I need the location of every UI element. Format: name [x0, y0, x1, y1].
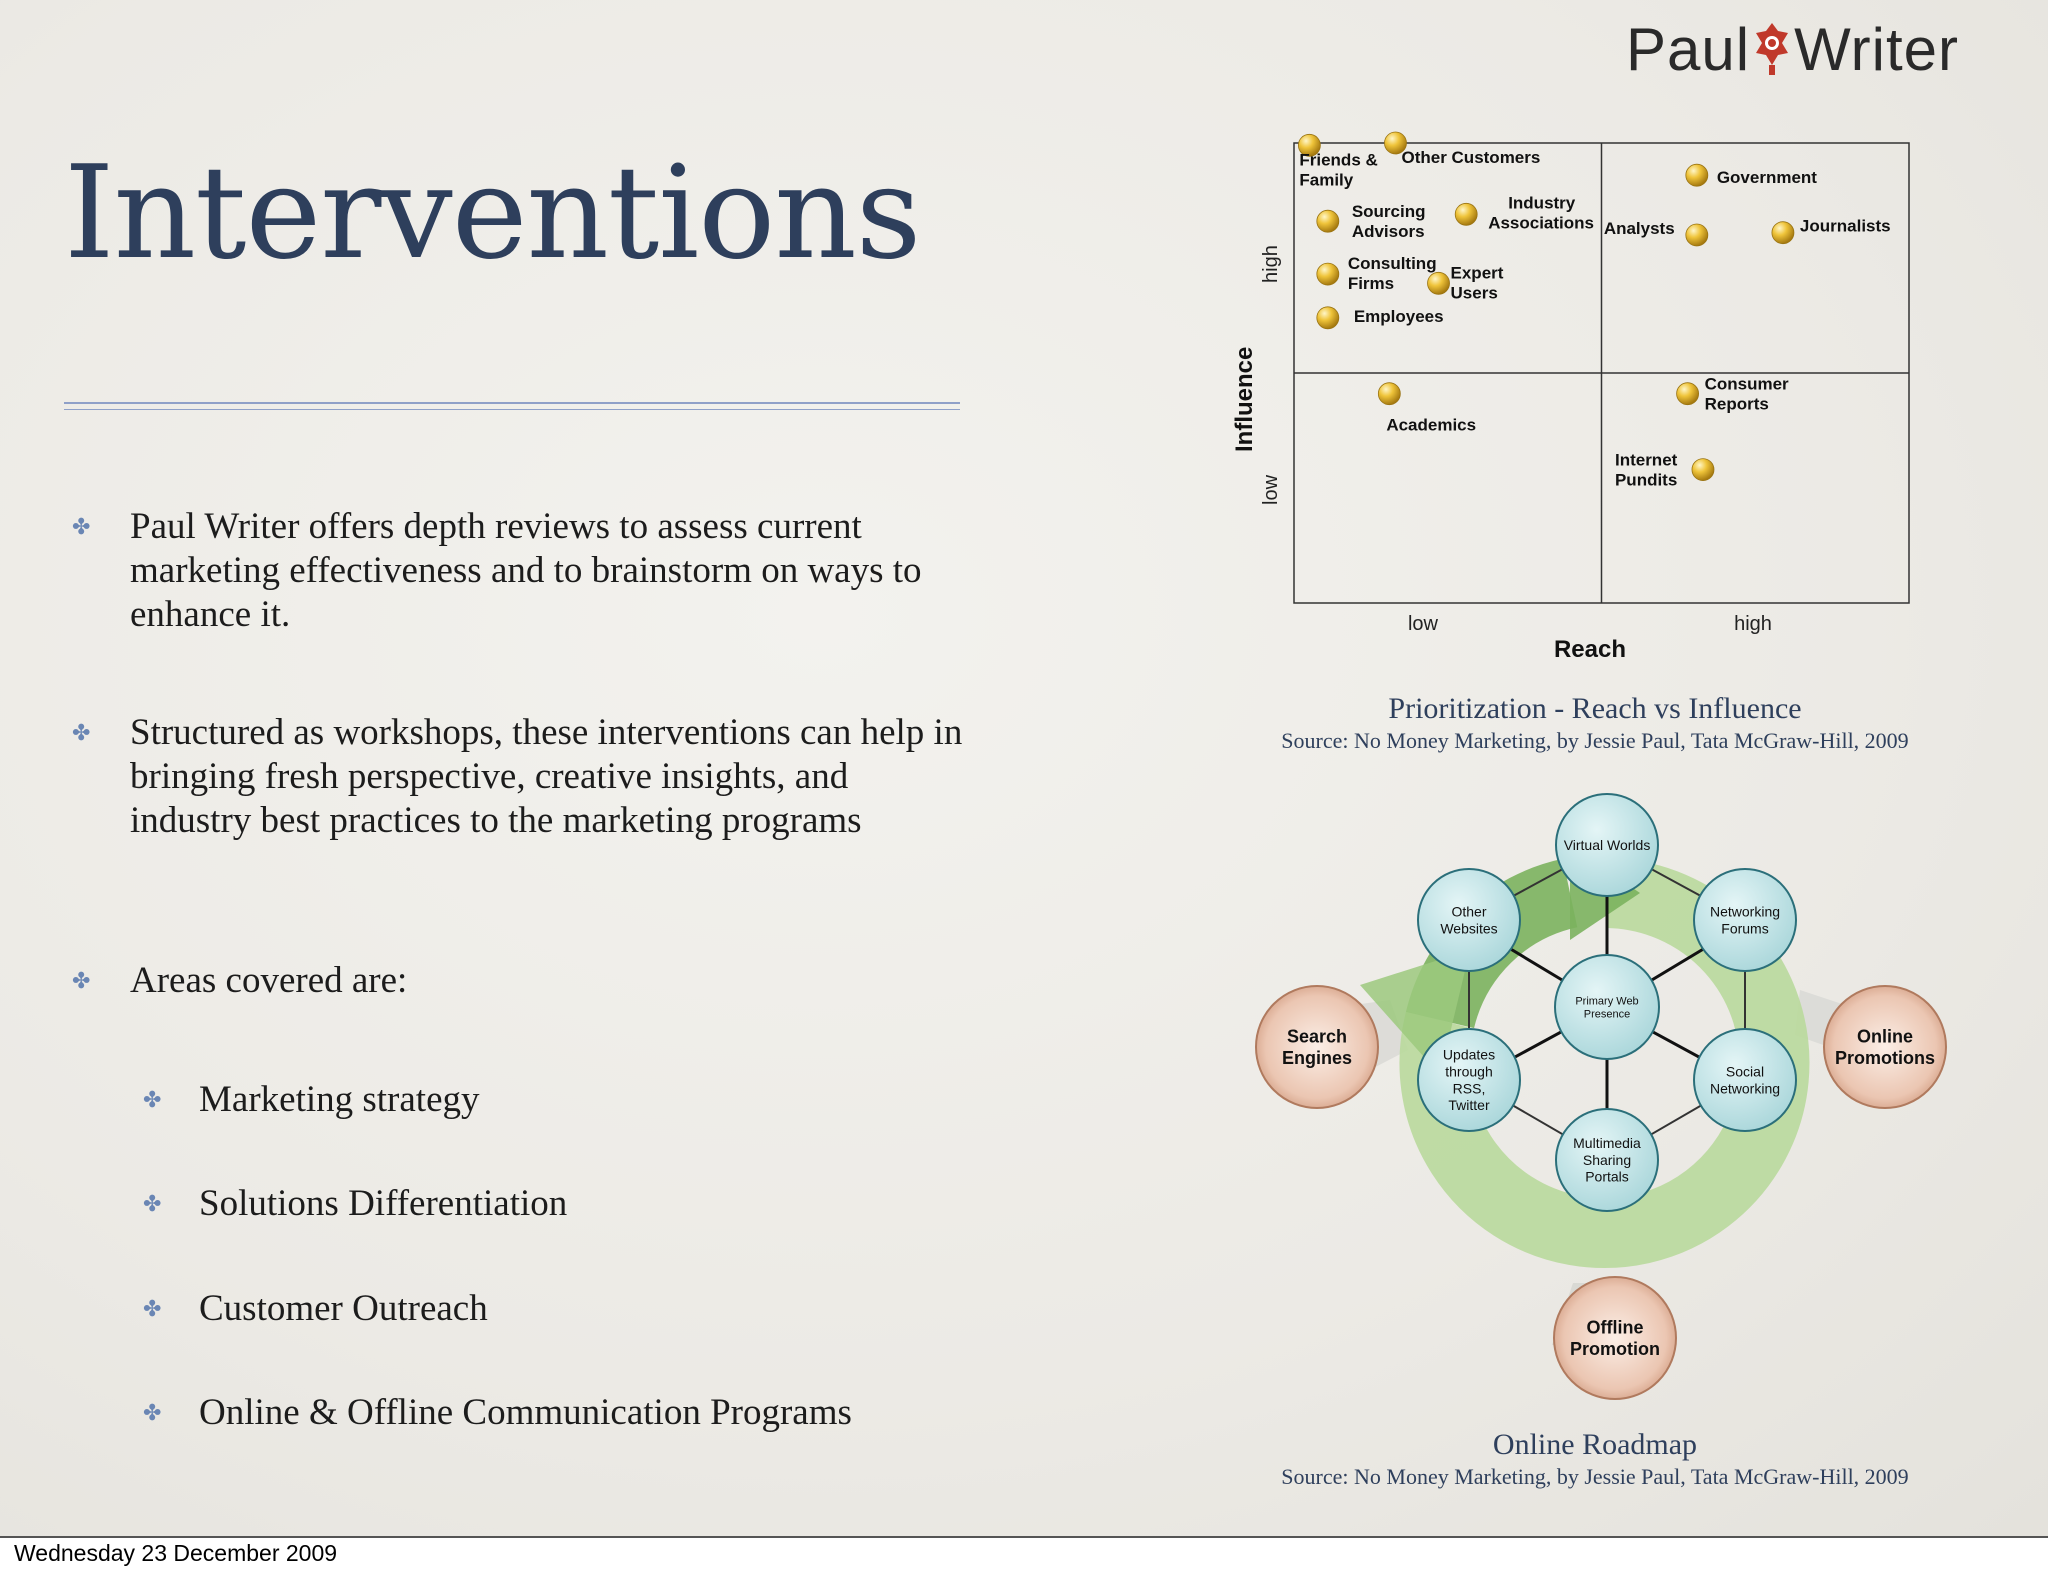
sub-bullet-text: Marketing strategy	[199, 1079, 480, 1120]
y-tick-high: high	[1260, 245, 1282, 283]
bullet-marker-icon: ✤	[143, 1400, 162, 1425]
center-node-primary-web-presence-label: Primary Web Presence	[1575, 995, 1639, 1021]
y-axis-label: Influence	[1231, 346, 1258, 452]
ring-node-other-websites-label: Other Websites	[1440, 903, 1498, 937]
logo-text-left: Paul	[1626, 15, 1751, 83]
point-label-government: Government	[1716, 168, 1817, 188]
bullet-marker-icon: ✤	[72, 514, 91, 539]
point-label-analysts: Analysts	[1603, 219, 1675, 238]
point-label-consumer-reports: Consumer Reports	[1704, 374, 1789, 414]
point-internet-pundits	[1692, 459, 1714, 481]
sub-bullet-1	[143, 1078, 959, 1122]
reach-influence-chart	[1220, 125, 1940, 670]
bullet-2	[72, 711, 970, 843]
point-academics	[1378, 383, 1400, 405]
bullet-3	[72, 959, 960, 1003]
bullet-1	[72, 505, 960, 637]
bullet-marker-icon: ✤	[143, 1087, 162, 1112]
point-label-academics: Academics	[1386, 415, 1477, 435]
paul-writer-logo	[1626, 14, 1959, 84]
point-sourcing-advisors	[1317, 210, 1339, 232]
bullet-marker-icon: ✤	[143, 1296, 162, 1321]
sub-bullet-2	[143, 1182, 959, 1226]
point-label-consulting-firms: Consulting Firms	[1347, 254, 1437, 294]
point-employees	[1317, 307, 1339, 329]
point-expert-users	[1428, 272, 1450, 294]
roadmap-caption-title: Online Roadmap	[1492, 1428, 1698, 1461]
bullet-text: Structured as workshops, these interventions can help in bringing fresh perspective, creative insights, and industry best practices to the marketing programs	[130, 712, 963, 841]
point-label-sourcing-advisors: Sourcing Advisors	[1351, 202, 1426, 242]
sub-bullet-3	[143, 1287, 959, 1331]
point-industry-associations	[1455, 203, 1477, 225]
point-consulting-firms	[1317, 263, 1339, 285]
y-tick-low: low	[1260, 474, 1282, 505]
chart-caption-title: Prioritization - Reach vs Influence	[1388, 692, 1802, 725]
point-journalists	[1772, 222, 1794, 244]
point-government	[1686, 164, 1708, 186]
point-label-industry-associations: Industry Associations	[1488, 193, 1595, 233]
sub-bullet-text: Online & Offline Communication Programs	[199, 1392, 852, 1433]
footer-date: Wednesday 23 December 2009	[14, 1540, 338, 1566]
online-roadmap-diagram	[1240, 775, 1980, 1430]
point-label-employees: Employees	[1353, 306, 1444, 326]
sub-bullet-text: Solutions Differentiation	[199, 1183, 568, 1224]
page-title: Interventions	[64, 139, 921, 288]
outer-node-search-engines	[1256, 986, 1378, 1108]
ring-node-networking-forums-label: Networking Forums	[1709, 903, 1781, 937]
title-divider	[64, 402, 960, 410]
sub-bullet-4	[143, 1391, 959, 1435]
bullet-marker-icon: ✤	[143, 1191, 162, 1216]
outer-node-offline-promotion-label: Offline Promotion	[1570, 1317, 1660, 1360]
logo-text-right: Writer	[1794, 15, 1959, 83]
logo-emblem-icon	[1754, 21, 1790, 77]
chart-caption	[1180, 691, 2010, 755]
roadmap-caption-source: Source: No Money Marketing, by Jessie Paul, Tata McGraw-Hill, 2009	[1281, 1464, 1909, 1489]
x-axis-label: Reach	[1553, 636, 1627, 663]
point-label-journalists: Journalists	[1799, 216, 1891, 236]
bullet-marker-icon: ✤	[72, 720, 91, 745]
ring-node-updates-through-rss-twitter-label: Updates through RSS, Twitter	[1442, 1046, 1496, 1114]
bullet-text: Paul Writer offers depth reviews to assess current marketing effectiveness and to brainstorm on ways to enhance it.	[130, 506, 922, 635]
ring-node-social-networking-label: Social Networking	[1709, 1063, 1781, 1097]
x-tick-high: high	[1734, 613, 1772, 635]
point-analysts	[1686, 224, 1708, 246]
roadmap-caption	[1180, 1427, 2010, 1491]
x-tick-low: low	[1407, 613, 1439, 635]
point-label-expert-users: Expert Users	[1450, 263, 1504, 303]
ring-node-virtual-worlds-label: Virtual Worlds	[1563, 836, 1651, 853]
point-label-other-customers: Other Customers	[1401, 148, 1541, 167]
outer-node-online-promotions	[1824, 986, 1946, 1108]
ring-node-multimedia-sharing-portals-label: Multimedia Sharing Portals	[1573, 1135, 1641, 1185]
outer-node-search-engines-label: Search Engines	[1281, 1026, 1353, 1069]
point-label-friends-family: Friends & Family	[1299, 150, 1378, 190]
point-consumer-reports	[1677, 383, 1699, 405]
sub-bullet-text: Customer Outreach	[199, 1288, 488, 1329]
outer-node-online-promotions-label: Online Promotions	[1834, 1026, 1936, 1069]
bullet-text: Areas covered are:	[130, 960, 408, 1001]
bullet-marker-icon: ✤	[72, 968, 91, 993]
outer-node-offline-promotion	[1554, 1277, 1676, 1399]
chart-caption-source: Source: No Money Marketing, by Jessie Paul, Tata McGraw-Hill, 2009	[1281, 728, 1909, 753]
point-label-internet-pundits: Internet Pundits	[1614, 450, 1678, 490]
